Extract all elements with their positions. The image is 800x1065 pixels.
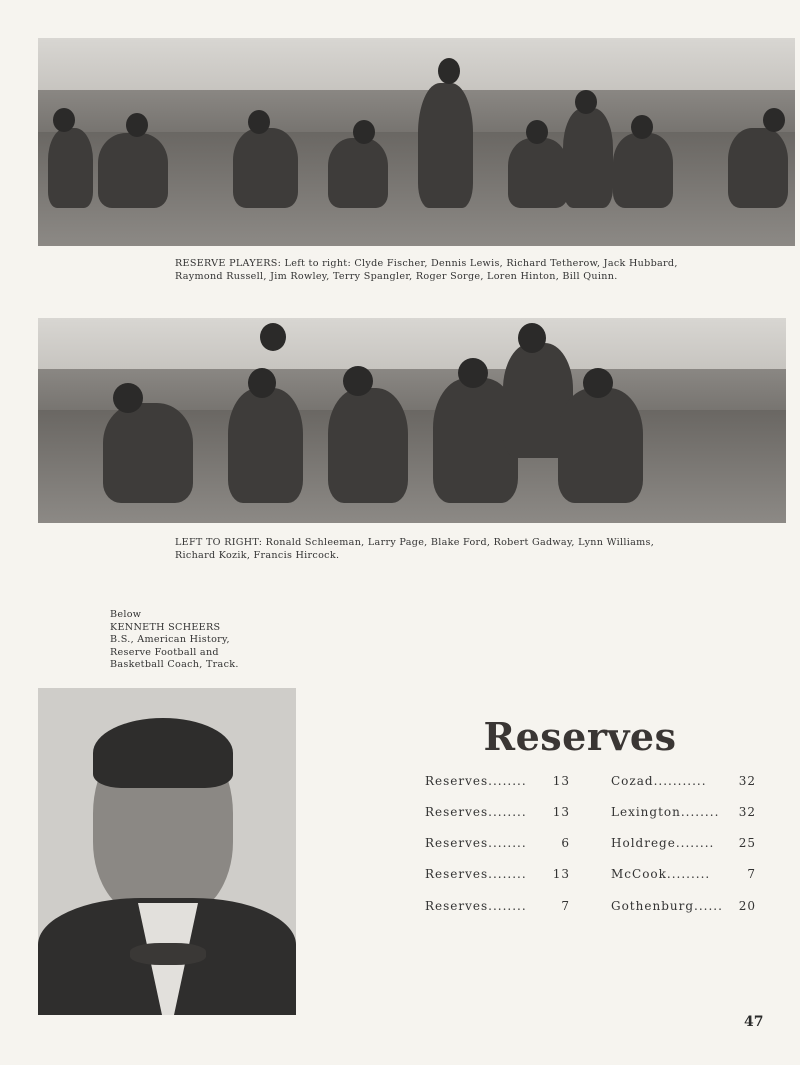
opponent-name: McCook......... [611,867,711,881]
team-name: Reserves........ [425,899,527,913]
coach-caption-line: Basketball Coach, Track. [110,659,239,670]
page-number: 47 [744,1014,764,1030]
team-score: 6 [561,836,570,850]
score-row [611,899,756,913]
score-row [425,774,570,788]
reserve-linemen-photo [38,318,786,523]
opponent-score: 7 [747,867,756,881]
coach-caption-line: Reserve Football and [110,646,219,658]
score-row [611,774,756,788]
team-name: Reserves........ [425,867,527,881]
team-score: 13 [552,867,570,881]
opponent-score: 32 [738,805,756,819]
coach-caption [110,609,280,672]
score-row [611,805,756,819]
opponent-name: Gothenburg...... [611,899,723,913]
middle-photo-caption: LEFT TO RIGHT: Ronald Schleeman, Larry Page, Blake Ford, Robert Gadway, Lynn Williams, Richard Kozik, Francis Hircock. [175,537,655,561]
team-score: 7 [561,899,570,913]
score-row [425,899,570,913]
opponent-score: 20 [738,899,756,913]
section-title: Reserves [483,714,677,759]
team-name: Reserves........ [425,805,527,819]
team-name: Reserves........ [425,774,527,788]
coach-name: KENNETH SCHEERS [110,621,221,633]
coach-caption-line: B.S., American History, [110,634,230,645]
opponent-score: 25 [738,836,756,850]
score-row [611,867,756,881]
coach-caption-line: Below [110,609,142,620]
opponent-name: Cozad........... [611,774,707,788]
coach-portrait [38,688,296,1015]
score-row [611,836,756,850]
opponent-name: Lexington........ [611,805,720,819]
reserve-players-photo [38,38,795,246]
team-score: 13 [552,774,570,788]
score-row [425,805,570,819]
score-row [425,867,570,881]
team-name: Reserves........ [425,836,527,850]
opponent-name: Holdrege........ [611,836,715,850]
top-photo-caption: RESERVE PLAYERS: Left to right: Clyde Fischer, Dennis Lewis, Richard Tetherow, Jack Hubbard, Raymond Russell, Jim Rowley, Terry Spangler, Roger Sorge, Loren Hinton, Bill Quinn. [175,258,678,282]
opponent-score: 32 [738,774,756,788]
team-score: 13 [552,805,570,819]
score-row [425,836,570,850]
